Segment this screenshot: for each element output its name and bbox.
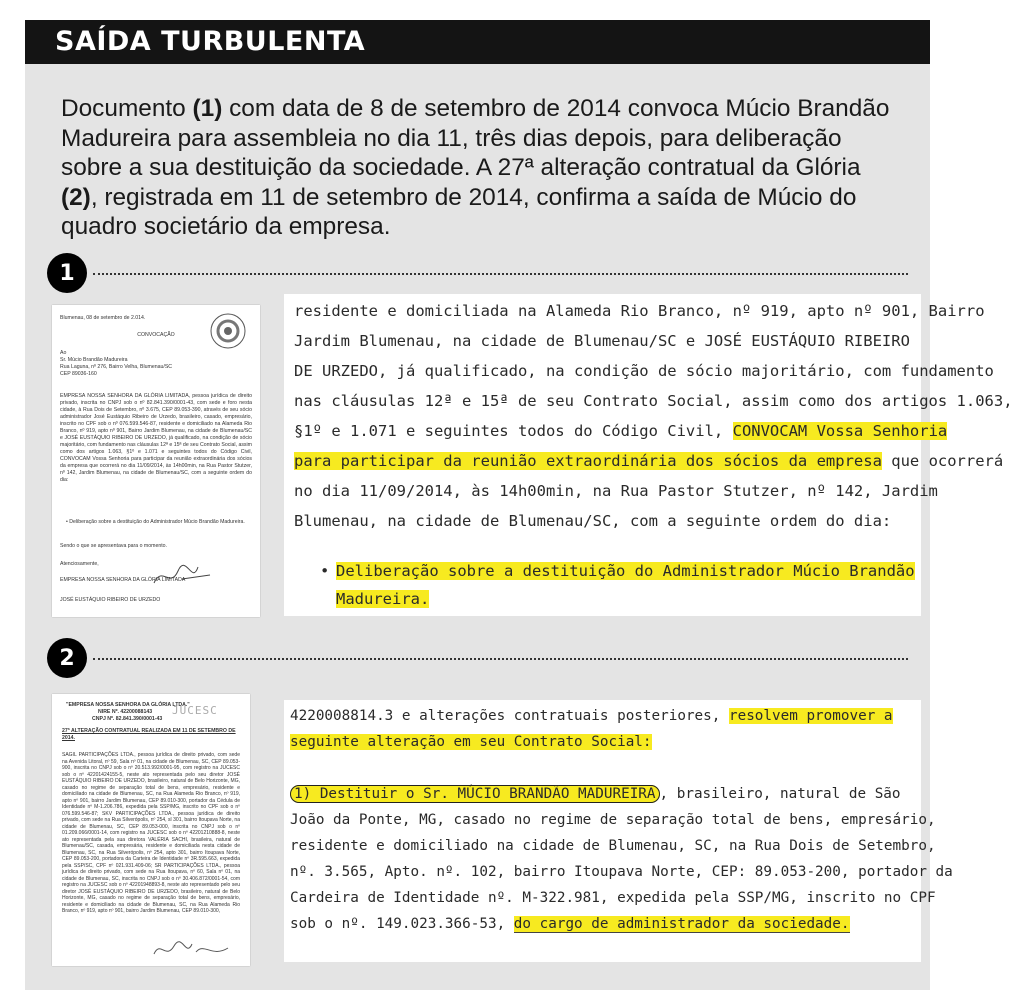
intro-text-3: , registrada em 11 de setembro de 2014, confirma a saída de Múcio do quadro societário da empresa. bbox=[61, 183, 857, 240]
doc2-zoom-line-3b: , brasileiro, natural de São bbox=[659, 786, 901, 802]
signature-icon bbox=[152, 561, 212, 591]
intro-ref-1: (1) bbox=[192, 95, 223, 122]
doc1-addr-2: Rua Laguna, nº 276, Bairro Velha, Blumenau/SC bbox=[60, 364, 173, 370]
doc2-zoom-line-7: Cardeira de Identidade nº. M-322.981, expedida pela SSP/MG, inscrito no CPF bbox=[290, 890, 936, 906]
doc2-body: SAGIL PARTICIPAÇÕES LTDA., pessoa jurídica de direito privado, com sede na Avenida Litoral, nº 59, Sala nº 01, na cidade de Blumenau, SC, CEP 89.053-900, inscrita no CNPJ sob o nº 20.513.992/0001-95, com registro na JUCESC sob o nº 42201424155-5, neste ato representada pelo seu diretor JOSÉ EUSTÁQUIO RIBEIRO DE URZEDO, brasileiro, natural de Belo Horizonte, MG, casado no regime de separação total de bens, empresário, residente e domiciliado na cidade de Blumenau, SC, na Rua Alameda Rio Branco, nº 919, apto nº 901, bairro Jardim Blumenau, CEP 89.010-300, portador da Cédula de Identidade nº M-1.206.786, expedida pela SSP/MG, inscrito no CPF sob o nº 076.599.546-87; SKV PARTICIPAÇÕES LTDA., pessoa jurídica de direito privado, com sede na Rua Silverópolis, nº 254, sl 301, bairro Itoupava Norte, na cidade de Blumenau, SC, CEP 89.053-000, inscrita no CNPJ sob o nº 01.209.066/0001-14, com registro na JUCESC sob o nº 42201210888-8, neste ato representada pela sua diretora VALÉRIA SACHI, brasileira, natural de Blumenau/SC, casada, empresária, residente e domiciliada nesta cidade de Blumenau, SC, na Rua Silverópolis, nº 254, apto 301, bairro Itoupava Norte, CEP 89.053-200, portadora da Carteira de Identidade nº 3R.595.663, expedida pela SSP/SC, CPF nº 021.931.409-06; SR PARTICIPAÇÕES LTDA., pessoa jurídica de direito privado, com sede na Rua Itoupava, nº 60, Sala nº 01, na cidade de Blumenau, SC, inscrita no CNPJ sob o nº 30.406.872/0001-54, com registro na JUCESC sob o nº 42201948893-8, neste ato representado pelo seu diretor JOSÉ EUSTÁQUIO RIBEIRO DE URZEDO, brasileiro, natural de Belo Horizonte, MG, casado no regime de separação total de bens, empresário, residente e domiciliado na cidade de Blumenau, SC, na Rua Alameda Rio Branco, nº 919, apto nº 901, bairro Jardim Blumenau, CEP 89.010-300, bbox=[62, 752, 240, 914]
doc1-addr-1: Sr. Múcio Brandão Madureira bbox=[60, 357, 128, 363]
doc2-zoom-line-8a: sob o nº. 149.023.366-53, bbox=[290, 916, 514, 932]
highlight-resolvem: resolvem promover a bbox=[728, 708, 893, 724]
doc1-close: Sendo o que se apresentava para o momento. bbox=[60, 543, 167, 549]
signature-icon bbox=[152, 938, 232, 962]
doc1-zoom-line-6b: que ocorrerá bbox=[881, 452, 1004, 470]
highlight-destituir: 1) Destituir o Sr. MÚCIO BRANDÃO MADUREIRA bbox=[290, 785, 660, 803]
doc1-zoom-line-6 bbox=[294, 452, 1003, 470]
doc1-zoom-bullet: • bbox=[320, 562, 330, 580]
infographic-panel bbox=[25, 20, 1013, 990]
doc1-regards: Atenciosamente, bbox=[60, 561, 99, 567]
intro-paragraph bbox=[61, 94, 891, 242]
marker-2: 2 bbox=[47, 638, 87, 678]
doc2-zoom-line-6: nº. 3.565, Apto. nº. 102, bairro Itoupava Norte, CEP: 89.053-200, portador da bbox=[290, 864, 953, 880]
doc2-zoom-line-5: residente e domiciliado na cidade de Blumenau, SC, na Rua Dois de Setembro, bbox=[290, 838, 936, 854]
doc1-zoom-line-1: residente e domiciliada na Alameda Rio Branco, nº 919, apto nº 901, Bairro bbox=[294, 302, 985, 320]
intro-text-1: Documento bbox=[61, 95, 193, 122]
doc1-item: • Deliberação sobre a destituição do Administrador Múcio Brandão Madureira. bbox=[66, 519, 245, 525]
highlight-cargo: do cargo de administrador da sociedade. bbox=[513, 916, 850, 932]
intro-text-2: com data de 8 de setembro de 2014 convoca Múcio Brandão Madureira para assembleia no dia 11, três dias depois, para deliberação sobre a sua destituição da sociedade. A 27ª alteração contratual da Glória bbox=[61, 95, 890, 181]
document-1-thumbnail bbox=[52, 305, 260, 617]
doc1-zoom-line-2: Jardim Blumenau, na cidade de Blumenau/SC e JOSÉ EUSTÁQUIO RIBEIRO bbox=[294, 332, 910, 350]
doc1-date: Blumenau, 08 de setembro de 2.014. bbox=[60, 315, 146, 321]
document-2-zoom bbox=[284, 700, 953, 962]
seal-icon bbox=[208, 311, 248, 351]
doc1-heading: CONVOCAÇÃO bbox=[137, 332, 175, 338]
divider-1 bbox=[93, 273, 908, 275]
title-bar bbox=[25, 20, 930, 64]
doc2-zoom-line-8 bbox=[290, 916, 850, 932]
doc1-sig2: JOSÉ EUSTÁQUIO RIBEIRO DE URZEDO bbox=[60, 597, 161, 603]
doc2-header-1: "EMPRESA NOSSA SENHORA DA GLÓRIA LTDA." bbox=[66, 702, 190, 708]
divider-2 bbox=[93, 658, 908, 660]
doc2-zoom-line-2 bbox=[290, 734, 652, 750]
doc1-zoom-item-2 bbox=[336, 590, 429, 608]
doc2-header-2: NIRE Nº. 42200088143 bbox=[98, 709, 153, 715]
doc1-body: EMPRESA NOSSA SENHORA DA GLÓRIA LIMITADA, pessoa jurídica de direito privado, inscrita no CNPJ sob o nº 82.841.390/0001-43, com sede e foro nesta cidade, à Rua Dois de Setembro, nº 3.675, CEP 89.053-390, através de seu sócio administrador José Eustáquio Ribeiro de Urzedo, brasileiro, casado, empresário, inscrito no CPF sob o nº 076.599.546-87, residente e domiciliado na Alameda Rio Branco, nº 919, apto nº 901, Bairro Jardim Blumenau, na cidade de Blumenau/SC e JOSÉ EUSTÁQUIO RIBEIRO DE URZEDO, já qualificado, na condição de sócio majoritário, com fundamento nas cláusulas 12ª e 15ª de seu Contrato Social, assim como dos artigos 1.063, §1º e 1.071 e seguintes todos do Código Civil, CONVOCAM Vossa Senhoria para participar da reunião extraordinária dos sócios da empresa que ocorrerá no dia 11/09/2014, às 14h00min, na Rua Pastor Stutzer, nº 142, Jardim Blumenau, na cidade de Blumenau/SC, com a seguinte ordem do dia: bbox=[60, 393, 252, 483]
doc1-addr-0: Ao bbox=[60, 350, 67, 356]
doc1-zoom-line-4: nas cláusulas 12ª e 15ª de seu Contrato Social, assim como dos artigos 1.063, bbox=[294, 392, 1013, 410]
doc2-header-3: CNPJ Nº. 82.841.390/0001-43 bbox=[92, 716, 163, 722]
doc1-zoom-line-5 bbox=[294, 422, 947, 440]
doc1-zoom-line-5a: §1º e 1.071 e seguintes todos do Código Civil, bbox=[294, 422, 733, 440]
intro-ref-2: (2) bbox=[61, 183, 91, 211]
doc1-zoom-line-7: no dia 11/09/2014, às 14h00min, na Rua Pastor Stutzer, nº 142, Jardim bbox=[294, 482, 938, 500]
doc2-header-4: 27ª ALTERAÇÃO CONTRATUAL REALIZADA EM 11 DE SETEMBRO DE 2014. bbox=[62, 728, 236, 741]
highlight-item-2: Madureira. bbox=[336, 590, 430, 608]
doc2-zoom-line-1 bbox=[290, 708, 893, 724]
document-1-zoom bbox=[284, 294, 1013, 616]
doc1-zoom-item-1 bbox=[336, 562, 915, 580]
doc1-zoom-line-3: DE URZEDO, já qualificado, na condição de sócio majoritário, com fundamento bbox=[294, 362, 994, 380]
marker-1: 1 bbox=[47, 253, 87, 293]
highlight-convocam: CONVOCAM Vossa Senhoria bbox=[732, 422, 948, 440]
highlight-seguinte: seguinte alteração em seu Contrato Social: bbox=[290, 734, 652, 750]
document-2-thumbnail bbox=[52, 694, 250, 966]
doc1-zoom-line-8: Blumenau, na cidade de Blumenau/SC, com a seguinte ordem do dia: bbox=[294, 512, 892, 530]
doc2-zoom-line-3 bbox=[290, 786, 901, 802]
highlight-item-1: Deliberação sobre a destituição do Administrador Múcio Brandão bbox=[336, 562, 915, 580]
highlight-reuniao: para participar da reunião extraordinária dos sócios da empresa bbox=[294, 452, 882, 470]
doc1-sig1: EMPRESA NOSSA SENHORA DA GLÓRIA LIMITADA bbox=[60, 577, 186, 583]
doc2-zoom-line-4: João da Ponte, MG, casado no regime de separação total de bens, empresário, bbox=[290, 812, 936, 828]
doc1-addr-3: CEP 89036-160 bbox=[60, 371, 97, 377]
page-title: SAÍDA TURBULENTA bbox=[55, 26, 366, 57]
jucesc-stamp: JUCESC bbox=[172, 704, 218, 717]
doc2-zoom-line-1a: 4220008814.3 e alterações contratuais posteriores, bbox=[290, 708, 729, 724]
